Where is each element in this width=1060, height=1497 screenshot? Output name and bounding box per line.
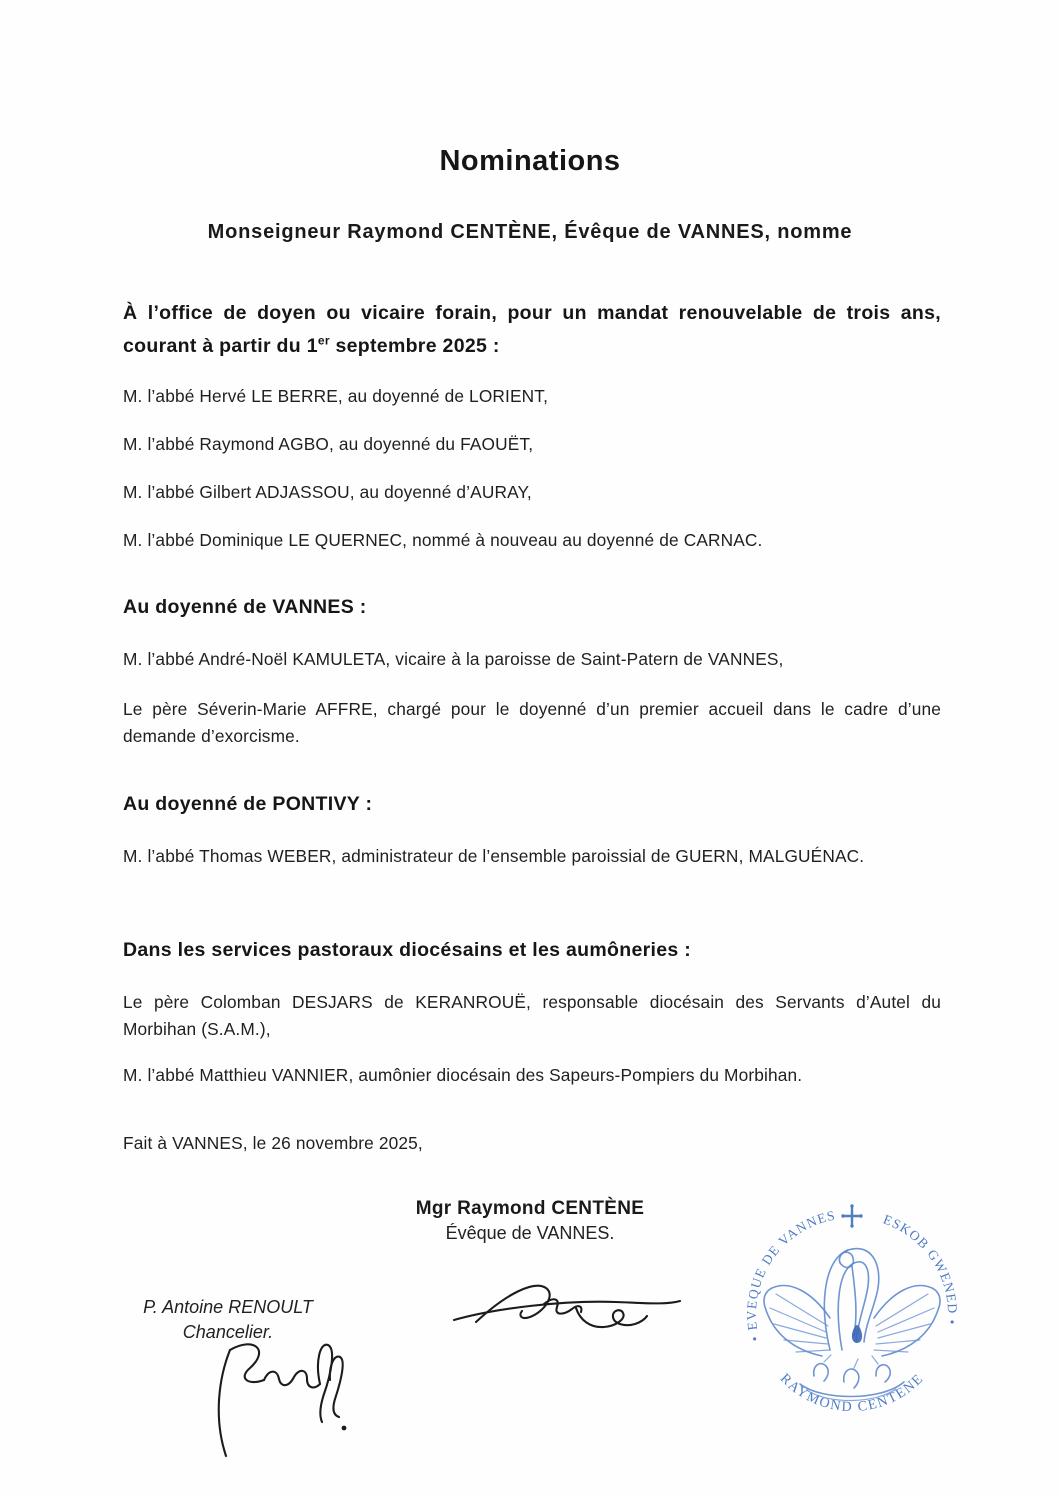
- bishop-signature-block: [330, 1198, 730, 1244]
- bishop-name: Mgr Raymond CENTÈNE: [415, 1198, 645, 1219]
- stamp-cross-icon: [841, 1204, 862, 1227]
- stamp-arc-right-text: ESKOB GWENED •: [881, 1211, 961, 1327]
- chancellor-handwritten-signature: [190, 1332, 350, 1472]
- ordinal-superscript: er: [317, 333, 330, 348]
- section-heading-pontivy: Au doyenné de PONTIVY :: [123, 793, 373, 815]
- document-title: Nominations: [439, 145, 621, 177]
- appointment-line: M. l’abbé Gilbert ADJASSOU, au doyenné d’AURAY,: [123, 482, 532, 502]
- nomination-subtitle: Monseigneur Raymond CENTÈNE, Évêque de VANNES, nomme: [207, 221, 853, 243]
- appointment-paragraph: Le père Colomban DESJARS de KERANROUË, responsable diocésain des Servants d’Autel du Morbihan (S.A.M.),: [123, 992, 941, 1039]
- episcopal-seal-stamp: [742, 1200, 962, 1428]
- bishop-handwritten-signature: [448, 1268, 684, 1338]
- dateline: Fait à VANNES, le 26 novembre 2025,: [123, 1133, 423, 1153]
- stamp-arc-bottom-text: RAYMOND CENTENE: [776, 1371, 928, 1416]
- mandate-heading-tail: septembre 2025 :: [329, 335, 500, 357]
- appointment-line: M. l’abbé Raymond AGBO, au doyenné du FAOUËT,: [123, 434, 534, 454]
- stamp-arc-left-text: • EVEQUE DE VANNES: [743, 1207, 838, 1343]
- chancellor-title: Chancelier.: [182, 1322, 274, 1342]
- mandate-heading: [123, 297, 941, 363]
- appointment-line: M. l’abbé Hervé LE BERRE, au doyenné de LORIENT,: [123, 386, 549, 406]
- mandate-heading-text: À l’office de doyen ou vicaire forain, pour un mandat renouvelable de trois ans, courant à partir du 1: [123, 302, 941, 357]
- appointment-line: M. l’abbé Matthieu VANNIER, aumônier diocésain des Sapeurs-Pompiers du Morbihan.: [123, 1065, 803, 1085]
- bishop-title: Évêque de VANNES.: [445, 1223, 615, 1243]
- appointment-paragraph: M. l’abbé Thomas WEBER, administrateur de l’ensemble paroissial de GUERN, MALGUÉNAC.: [123, 846, 865, 866]
- chancellor-name: P. Antoine RENOULT: [143, 1297, 313, 1317]
- appointment-paragraph: Le père Séverin-Marie AFFRE, chargé pour le doyenné d’un premier accueil dans le cadre d’une demande d’exorcisme.: [123, 699, 941, 746]
- section-heading-vannes: Au doyenné de VANNES :: [123, 596, 367, 618]
- appointment-line: M. l’abbé André-Noël KAMULETA, vicaire à la paroisse de Saint-Patern de VANNES,: [123, 649, 784, 669]
- section-heading-services: Dans les services pastoraux diocésains et les aumôneries :: [123, 939, 691, 961]
- appointment-line: M. l’abbé Dominique LE QUERNEC, nommé à nouveau au doyenné de CARNAC.: [123, 530, 763, 550]
